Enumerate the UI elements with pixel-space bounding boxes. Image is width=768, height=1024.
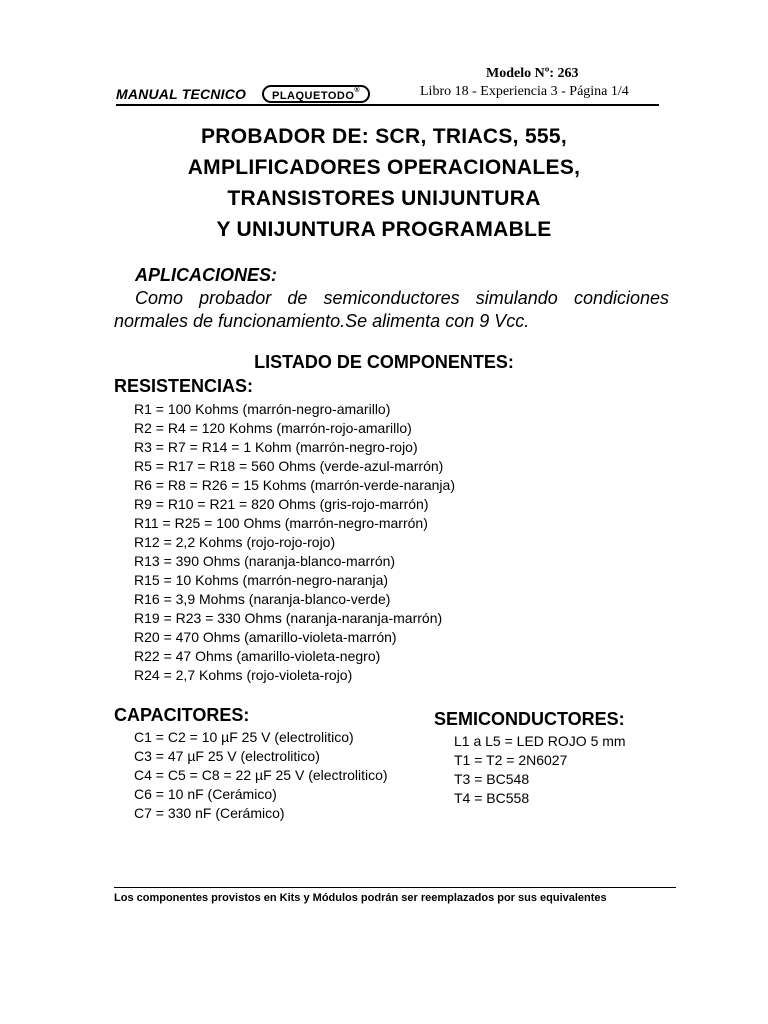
list-item: R3 = R7 = R14 = 1 Kohm (marrón-negro-rojo) [134, 439, 418, 455]
capacitors-heading: CAPACITORES: [114, 705, 250, 725]
capacitors-list [134, 728, 388, 823]
list-item: R13 = 390 Ohms (naranja-blanco-marrón) [134, 553, 396, 569]
list-item: R2 = R4 = 120 Kohms (marrón-rojo-amarillo) [134, 420, 412, 436]
manual-title: MANUAL TECNICO [116, 86, 247, 102]
list-item: R12 = 2,2 Kohms (rojo-rojo-rojo) [134, 534, 336, 550]
brand-logo [262, 85, 370, 103]
list-item: R19 = R23 = 330 Ohms (naranja-naranja-marrón) [134, 610, 443, 626]
list-item: R24 = 2,7 Kohms (rojo-violeta-rojo) [134, 667, 353, 683]
list-item: R9 = R10 = R21 = 820 Ohms (gris-rojo-marrón) [134, 496, 429, 512]
brand-name: PLAQUETODO [272, 90, 355, 102]
applications-heading: APLICACIONES: [135, 265, 278, 285]
book-page-reference: Libro 18 - Experiencia 3 - Página 1/4 [420, 84, 629, 99]
header-divider [116, 104, 659, 106]
semiconductors-list [454, 732, 626, 808]
list-item: R16 = 3,9 Mohms (naranja-blanco-verde) [134, 591, 391, 607]
components-list-heading: LISTADO DE COMPONENTES: [254, 352, 514, 372]
list-item: T4 = BC558 [454, 790, 530, 806]
applications-text: Como probador de semiconductores simulando condiciones [135, 288, 669, 308]
title-line: PROBADOR DE: SCR, TRIACS, 555, [200, 125, 568, 148]
title-line: AMPLIFICADORES OPERACIONALES, [187, 156, 581, 179]
list-item: R11 = R25 = 100 Ohms (marrón-negro-marrón) [134, 515, 428, 531]
list-item: R15 = 10 Kohms (marrón-negro-naranja) [134, 572, 389, 588]
resistors-list [134, 400, 455, 685]
list-item: T1 = T2 = 2N6027 [454, 752, 568, 768]
title-line: TRANSISTORES UNIJUNTURA [227, 187, 541, 210]
list-item: R1 = 100 Kohms (marrón-negro-amarillo) [134, 401, 391, 417]
list-item: R6 = R8 = R26 = 15 Kohms (marrón-verde-naranja) [134, 477, 455, 493]
list-item: R5 = R17 = R18 = 560 Ohms (verde-azul-marrón) [134, 458, 444, 474]
model-number: Modelo Nº: 263 [486, 66, 579, 81]
list-item: T3 = BC548 [454, 771, 530, 787]
footer-note: Los componentes provistos en Kits y Módulos podrán ser reemplazados por sus equivalentes [114, 892, 607, 904]
list-item: R20 = 470 Ohms (amarillo-violeta-marrón) [134, 629, 397, 645]
resistors-heading: RESISTENCIAS: [114, 376, 254, 396]
list-item: R22 = 47 Ohms (amarillo-violeta-negro) [134, 648, 381, 664]
applications-text: normales de funcionamiento.Se alimenta con 9 Vcc. [114, 311, 530, 331]
semiconductors-heading: SEMICONDUCTORES: [434, 709, 625, 729]
list-item: C4 = C5 = C8 = 22 µF 25 V (electrolitico) [134, 767, 388, 783]
registered-mark: ® [354, 87, 361, 94]
list-item: C3 = 47 µF 25 V (electrolitico) [134, 748, 320, 764]
footer-divider [114, 887, 676, 888]
list-item: C6 = 10 nF (Cerámico) [134, 786, 277, 802]
title-line: Y UNIJUNTURA PROGRAMABLE [216, 218, 552, 241]
list-item: C1 = C2 = 10 µF 25 V (electrolitico) [134, 729, 354, 745]
list-item: L1 a L5 = LED ROJO 5 mm [454, 733, 626, 749]
list-item: C7 = 330 nF (Cerámico) [134, 805, 285, 821]
